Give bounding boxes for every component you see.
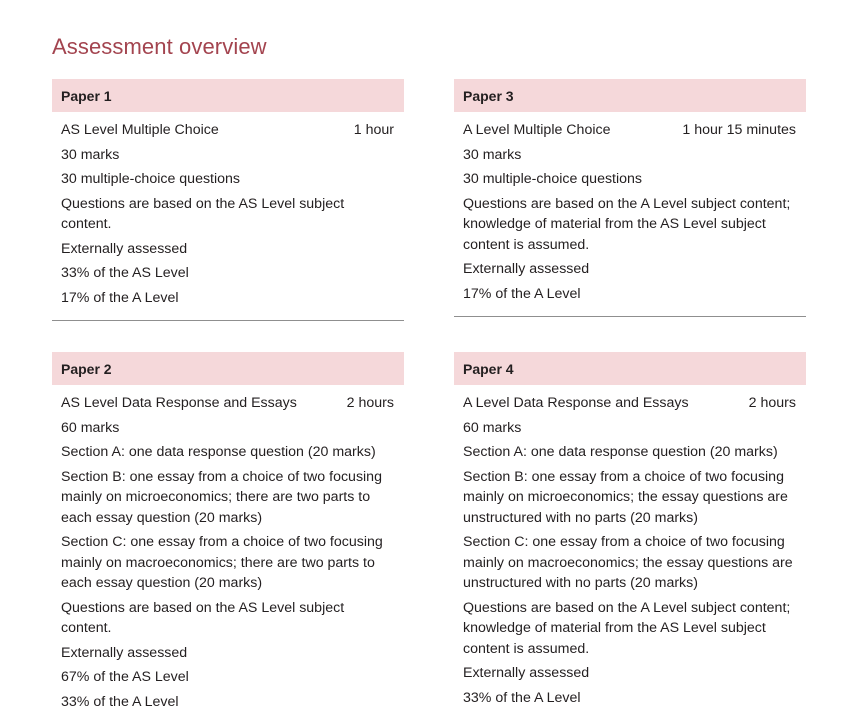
duration: 2 hours bbox=[346, 395, 394, 411]
section-b: Section B: one essay from a choice of two focusing mainly on microeconomics; the essay questions are unstructured with no parts (20 marks) bbox=[463, 468, 788, 526]
as-level-weighting: 67% of the AS Level bbox=[61, 669, 189, 685]
a-level-weighting: 17% of the A Level bbox=[463, 285, 581, 302]
assessment-type: Externally assessed bbox=[463, 665, 590, 681]
a-level-weighting: 33% of the A Level bbox=[463, 689, 581, 706]
component-name: AS Level Multiple Choice bbox=[61, 122, 219, 138]
content-basis: Questions are based on the A Level subject content; knowledge of material from the AS Level subject content is assumed. bbox=[463, 195, 791, 253]
content-basis: Questions are based on the A Level subject content; knowledge of material from the AS Level subject content is assumed. bbox=[463, 599, 791, 657]
paper-card-paper-4 bbox=[454, 352, 806, 720]
component-row bbox=[61, 120, 394, 141]
a-level-weighting: 33% of the A Level bbox=[61, 693, 179, 710]
paper-title: Paper 2 bbox=[61, 360, 112, 377]
assessment-type: Externally assessed bbox=[61, 644, 188, 661]
paper-card-paper-3 bbox=[454, 79, 806, 317]
paper-details bbox=[454, 112, 806, 317]
paper-card-paper-2 bbox=[52, 352, 404, 724]
duration: 1 hour 15 minutes bbox=[682, 122, 796, 138]
paper-header bbox=[52, 79, 404, 112]
paper-details bbox=[52, 385, 404, 724]
marks: 60 marks bbox=[463, 419, 522, 436]
page-title: Assessment overview bbox=[52, 34, 267, 59]
component-name: A Level Multiple Choice bbox=[463, 122, 611, 138]
duration: 2 hours bbox=[748, 395, 796, 411]
paper-details bbox=[52, 112, 404, 321]
question-format: 30 multiple-choice questions bbox=[61, 171, 241, 187]
duration: 1 hour bbox=[353, 122, 394, 138]
assessment-type: Externally assessed bbox=[463, 261, 590, 277]
section-a: Section A: one data response question (20 marks) bbox=[61, 444, 376, 460]
paper-header bbox=[52, 352, 404, 385]
section-c: Section C: one essay from a choice of two focusing mainly on macroeconomics; there are two parts to each essay question (20 marks) bbox=[61, 534, 383, 591]
paper-title: Paper 4 bbox=[463, 360, 514, 377]
a-level-weighting: 17% of the A Level bbox=[61, 289, 179, 306]
component-row bbox=[463, 393, 796, 414]
paper-header bbox=[454, 79, 806, 112]
section-b: Section B: one essay from a choice of two focusing mainly on microeconomics; there are two parts to each essay question (20 marks) bbox=[61, 468, 382, 526]
component-row bbox=[463, 120, 796, 141]
assessment-type: Externally assessed bbox=[61, 240, 188, 257]
component-row bbox=[61, 393, 394, 414]
question-format: 30 multiple-choice questions bbox=[463, 171, 643, 187]
paper-title: Paper 1 bbox=[61, 87, 112, 104]
marks: 30 marks bbox=[61, 146, 120, 163]
as-level-weighting: 33% of the AS Level bbox=[61, 265, 189, 281]
marks: 30 marks bbox=[463, 146, 522, 163]
paper-details bbox=[454, 385, 806, 720]
marks: 60 marks bbox=[61, 419, 120, 436]
paper-title: Paper 3 bbox=[463, 87, 514, 104]
component-name: A Level Data Response and Essays bbox=[463, 395, 689, 411]
component-name: AS Level Data Response and Essays bbox=[61, 395, 297, 411]
content-basis: Questions are based on the AS Level subject content. bbox=[61, 599, 345, 636]
paper-card-paper-1 bbox=[52, 79, 404, 321]
paper-header bbox=[454, 352, 806, 385]
section-a: Section A: one data response question (20 marks) bbox=[463, 444, 778, 460]
content-basis: Questions are based on the AS Level subject content. bbox=[61, 195, 345, 232]
section-c: Section C: one essay from a choice of two focusing mainly on macroeconomics; the essay questions are unstructured with no parts (20 marks) bbox=[463, 534, 793, 591]
